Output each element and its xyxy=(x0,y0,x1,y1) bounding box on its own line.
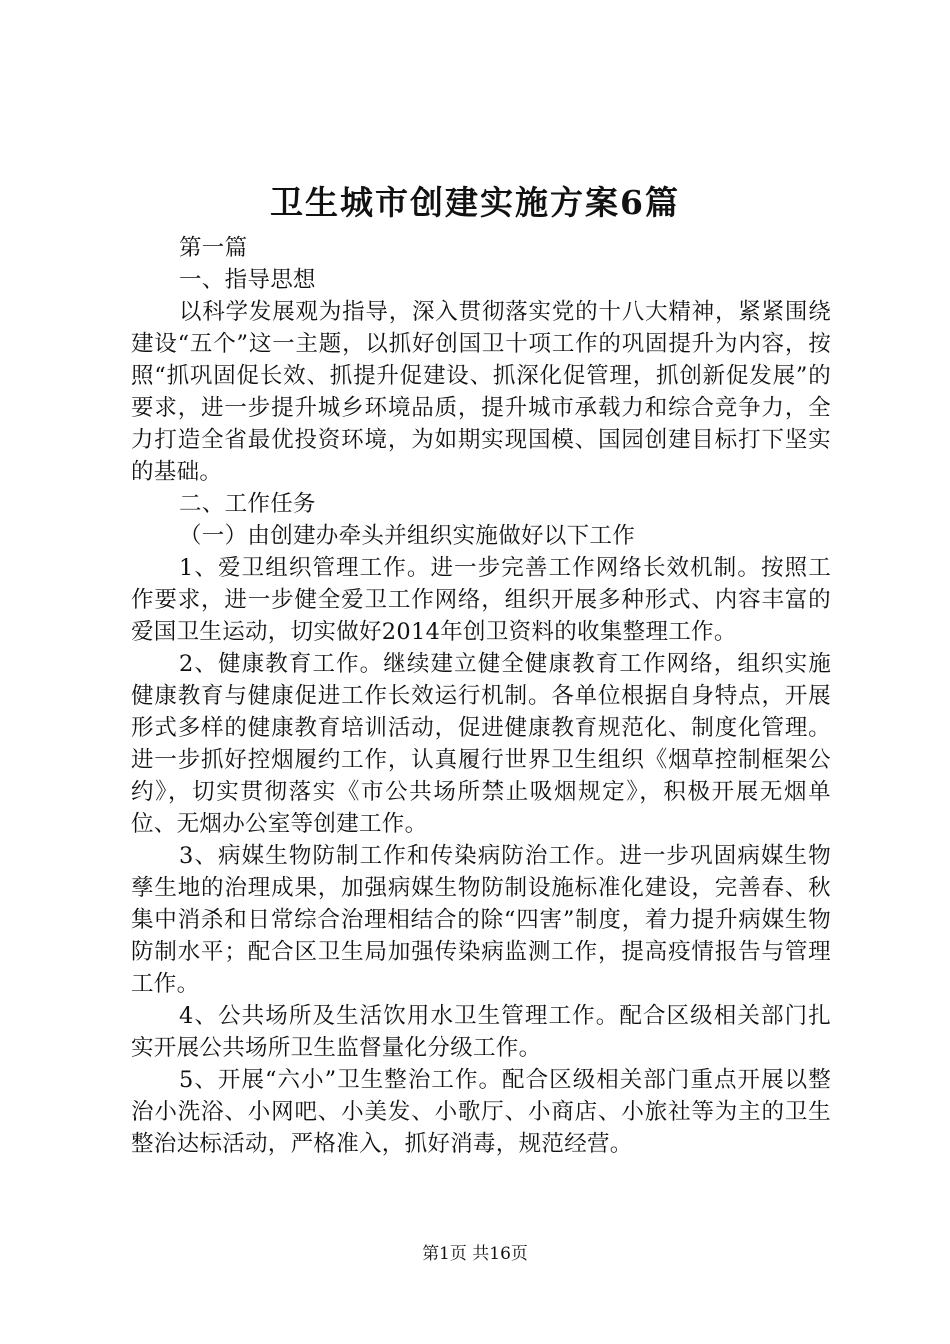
section-heading-work-tasks: 二、工作任务 xyxy=(179,491,316,517)
paragraph-item-2: 2、健康教育工作。继续建立健全健康教育工作网络，组织实施健康教育与健康促进工作长效运行机制。各单位根据自身特点，开展形式多样的健康教育培训活动，促进健康教育规范化、制度化管理。进一步抓好控烟履约工作，认真履行世界卫生组织《烟草控制框架公约》，切实贯彻落实《市公共场所禁止吸烟规定》，积极开展无烟单位、无烟办公室等创建工作。 xyxy=(131,651,831,837)
document-title: 卫生城市创建实施方案6篇 xyxy=(270,183,680,222)
section-heading-guiding-ideology: 一、指导思想 xyxy=(179,267,316,293)
paragraph-item-1: 1、爱卫组织管理工作。进一步完善工作网络长效机制。按照工作要求，进一步健全爱卫工作网络，组织开展多种形式、内容丰富的爱国卫生运动，切实做好2014年创卫资料的收集整理工作。 xyxy=(131,555,831,645)
document-body xyxy=(131,232,831,1160)
paragraph-item-3: 3、病媒生物防制工作和传染病防治工作。进一步巩固病媒生物孳生地的治理成果，加强病媒生物防制设施标准化建设，完善春、秋集中消杀和日常综合治理相结合的除“四害”制度，着力提升病媒生物防制水平；配合区卫生局加强传染病监测工作，提高疫情报告与管理工作。 xyxy=(131,843,831,997)
paragraph-item-4: 4、公共场所及生活饮用水卫生管理工作。配合区级相关部门扎实开展公共场所卫生监督量化分级工作。 xyxy=(131,1003,831,1061)
subsection-heading-office-led: （一）由创建办牵头并组织实施做好以下工作 xyxy=(179,523,636,549)
paragraph-item-5: 5、开展“六小”卫生整治工作。配合区级相关部门重点开展以整治小洗浴、小网吧、小美发、小歌厅、小商店、小旅社等为主的卫生整治达标活动，严格准入，抓好消毒，规范经营。 xyxy=(131,1067,831,1157)
page-number-footer: 第1页 共16页 xyxy=(422,1244,528,1264)
paragraph-guiding-ideology: 以科学发展观为指导，深入贯彻落实党的十八大精神，紧紧围绕建设“五个”这一主题，以抓好创国卫十项工作的巩固提升为内容，按照“抓巩固促长效、抓提升促建设、抓深化促管理，抓创新促发展”的要求，进一步提升城乡环境品质，提升城市承载力和综合竞争力，全力打造全省最优投资环境，为如期实现国模、国园创建目标打下坚实的基础。 xyxy=(131,299,831,485)
section-heading-part-one: 第一篇 xyxy=(179,235,248,261)
